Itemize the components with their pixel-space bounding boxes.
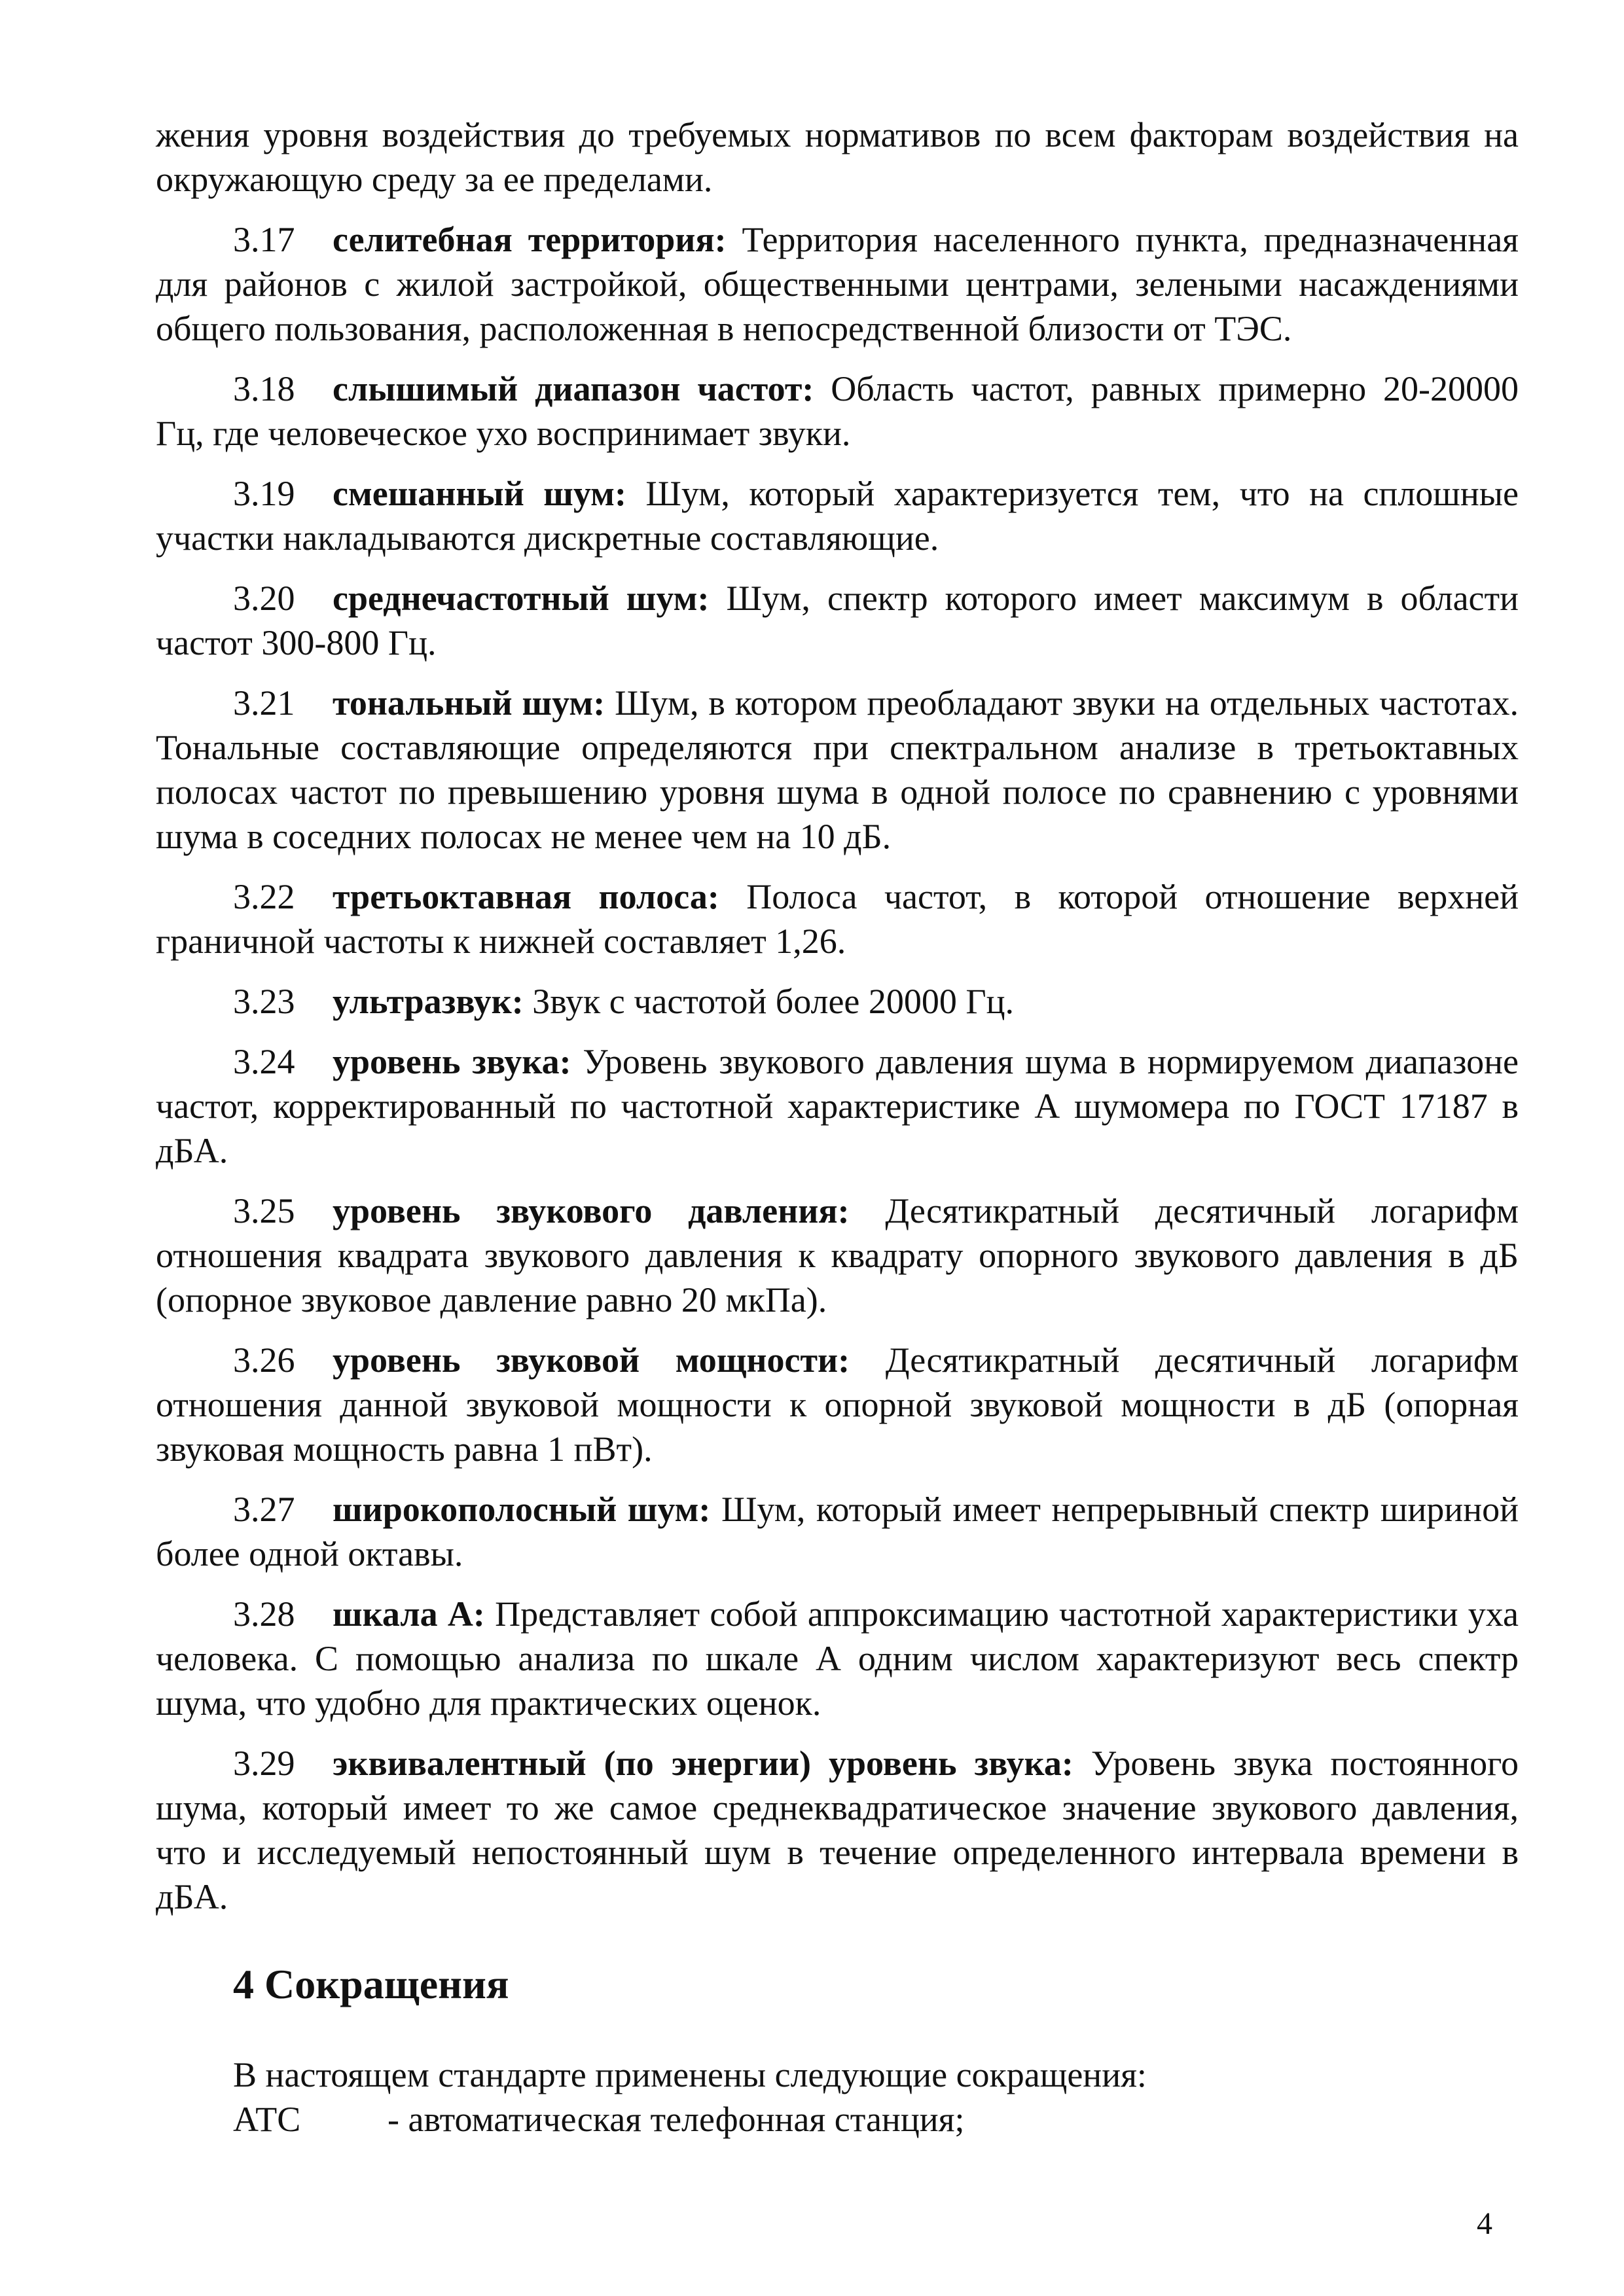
definition-term: шкала А: [333,1594,485,1634]
abbreviation-code: АТС [233,2100,301,2139]
definition-term: уровень звукового давления: [333,1191,850,1230]
definition-text: Шум, спектр которого имеет максимум в области частот 300-800 Гц. [156,579,1519,662]
definition-term: уровень звуковой мощности: [333,1340,850,1380]
definition-3-29 [156,1741,1519,1919]
abbreviation-row [233,2097,1519,2142]
definition-term: селитебная территория: [333,220,727,259]
definition-text: Шум, который имеет непрерывный спектр шириной более одной октавы. [156,1490,1519,1573]
abbreviation-meaning: - автоматическая телефонная станция; [388,2100,965,2139]
definition-3-20 [156,576,1519,665]
definition-term: смешанный шум: [333,474,626,513]
definition-number: 3.29 [233,1744,295,1783]
definition-3-24 [156,1039,1519,1173]
definition-3-23 [156,979,1519,1024]
definition-text: Уровень звукового давления шума в нормируемом диапазоне частот, корректированный по частотной характеристике А шумомера по ГОСТ 17187 в дБА. [156,1042,1519,1170]
definition-text: Уровень звука постоянного шума, который имеет то же самое среднеквадратическое значение звукового давления, что и исследуемый непостоянный шум в течение определенного интервала времени в дБА. [156,1744,1519,1916]
definition-term: уровень звука: [333,1042,571,1081]
definition-term: эквивалентный (по энергии) уровень звука: [333,1744,1074,1783]
continuation-paragraph: жения уровня воздействия до требуемых нормативов по всем факторам воздействия на окружающую среду за ее пределами. [156,115,1519,199]
definition-3-22 [156,874,1519,963]
page-number: 4 [1477,2206,1492,2241]
definition-term: широкополосный шум: [333,1490,711,1529]
section-intro: В настоящем стандарте применены следующие сокращения: [233,2055,1147,2094]
definition-text: Шум, в котором преобладают звуки на отдельных частотах. Тональные составляющие определяются при спектральном анализе в третьоктавных полосах частот по превышению уровня шума в одной полосе по сравнению с уровнями шума в соседних полосах не менее чем на 10 дБ. [156,683,1519,856]
definition-3-26 [156,1338,1519,1471]
definition-number: 3.23 [233,982,295,1021]
definition-3-27 [156,1487,1519,1576]
definitions-list [156,217,1519,1919]
definition-text: Полоса частот, в которой отношение верхней граничной частоты к нижней составляет 1,26. [156,877,1519,961]
definition-number: 3.24 [233,1042,295,1081]
definition-number: 3.26 [233,1340,295,1380]
definition-term: тональный шум: [333,683,605,723]
definition-text: Представляет собой аппроксимацию частотной характеристики уха человека. С помощью анализа по шкале А одним числом характеризуют весь спектр шума, что удобно для практических оценок. [156,1594,1519,1723]
definition-number: 3.20 [233,579,295,618]
definition-number: 3.18 [233,369,295,408]
definition-text: Шум, который характеризуется тем, что на сплошные участки накладываются дискретные составляющие. [156,474,1519,558]
definition-number: 3.25 [233,1191,295,1230]
definition-text: Десятикратный десятичный логарифм отношения квадрата звукового давления к квадрату опорного звукового давления в дБ (опорное звуковое давление равно 20 мкПа). [156,1191,1519,1319]
definition-number: 3.19 [233,474,295,513]
definition-3-28 [156,1592,1519,1725]
definition-term: слышимый диапазон частот: [333,369,814,408]
definition-3-19 [156,471,1519,560]
definition-3-17 [156,217,1519,351]
definition-term: ультразвук: [333,982,524,1021]
definition-term: среднечастотный шум: [333,579,710,618]
definition-text: Десятикратный десятичный логарифм отношения данной звуковой мощности к опорной звуковой мощности в дБ (опорная звуковая мощность равна 1 пВт). [156,1340,1519,1469]
definition-text: Звук с частотой более 20000 Гц. [523,982,1015,1021]
definition-number: 3.21 [233,683,295,723]
definition-number: 3.27 [233,1490,295,1529]
definition-3-21 [156,681,1519,859]
section-heading: 4 Сокращения [233,1961,509,2007]
definition-3-25 [156,1189,1519,1322]
definition-number: 3.28 [233,1594,295,1634]
definition-number: 3.22 [233,877,295,916]
page-content [156,113,1519,2142]
definition-text: Территория населенного пункта, предназначенная для районов с жилой застройкой, общественными центрами, зелеными насаждениями общего пользования, расположенная в непосредственной близости от ТЭС. [156,220,1519,348]
definition-3-18 [156,367,1519,456]
definition-number: 3.17 [233,220,295,259]
definition-text: Область частот, равных примерно 20-20000 Гц, где человеческое ухо воспринимает звуки. [156,369,1519,453]
definition-term: третьоктавная полоса: [333,877,719,916]
